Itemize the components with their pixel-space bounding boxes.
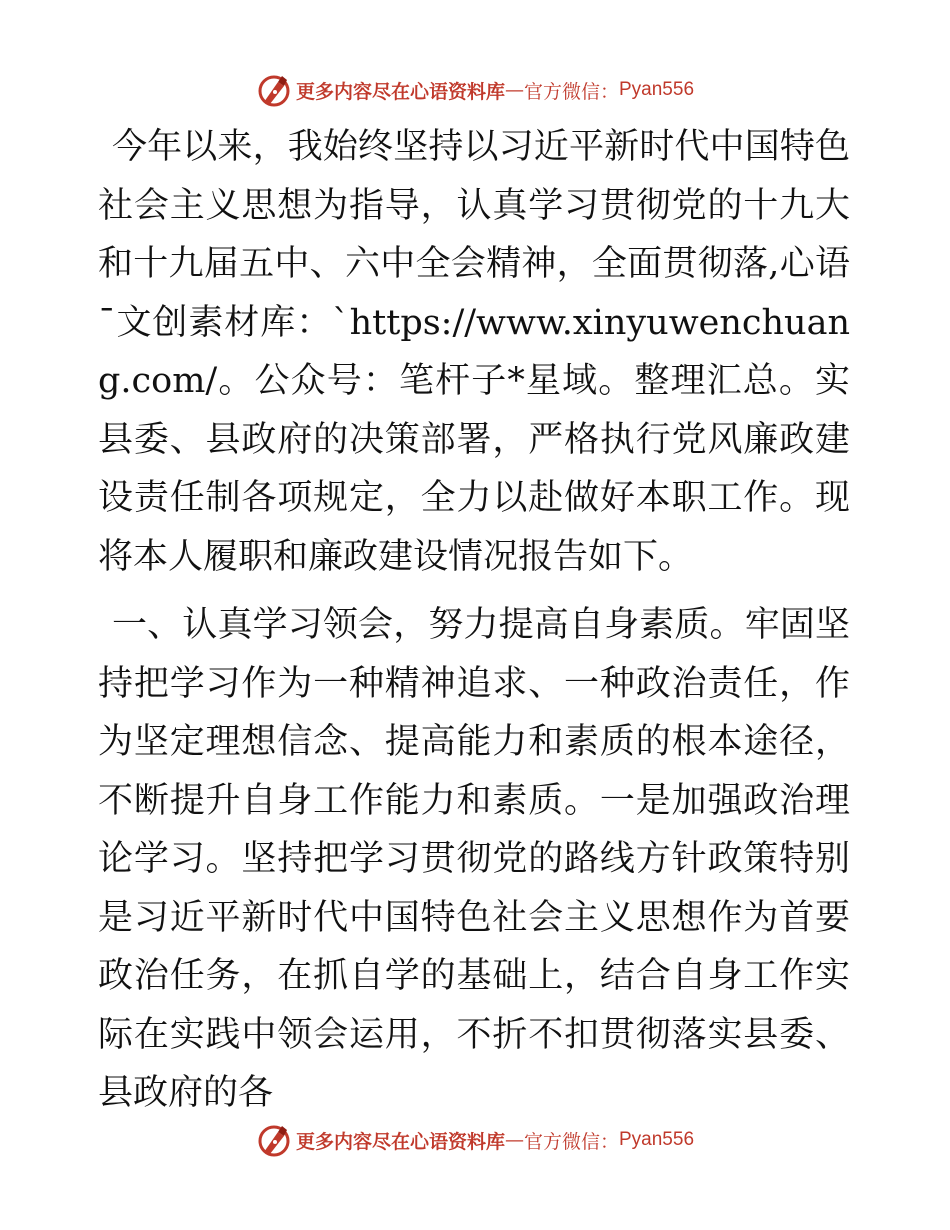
- body-paragraph-2: 一、认真学习领会，努力提高自身素质。牢固坚持把学习作为一种精神追求、一种政治责任，作为坚定理想信念、提高能力和素质的根本途径，不断提升自身工作能力和素质。一是加强政治理论学习。坚持把学习贯彻党的路线方针政策特别是习近平新时代中国特色社会主义思想作为首要政治任务，在抓自学的基础上，结合自身工作实际在实践中领会运用，不折不扣贯彻落实县委、县政府的各: [98, 605, 850, 1113]
- footer-banner-dash: —: [504, 1129, 524, 1151]
- header-banner-wechat-id: Pyan556: [619, 79, 695, 100]
- header-banner-wechat-label: 官方微信：: [523, 80, 619, 103]
- header-banner-text: 更多内容尽在心语资料库: [295, 80, 505, 103]
- footer-banner-wechat-label: 官方微信：: [523, 1130, 619, 1153]
- document-body: [98, 118, 850, 1123]
- header-banner: [0, 70, 950, 110]
- body-paragraph-1: 今年以来，我始终坚持以习近平新时代中国特色社会主义思想为指导，认真学习贯彻党的十九大和十九届五中、六中全会精神，全面贯彻落,心语¯文创素材库：`https://www.xinyuwenchuang.com/。公众号：笔杆子*星域。整理汇总。实县委、县政府的决策部署，严格执行党风廉政建设责任制各项规定，全力以赴做好本职工作。现将本人履职和廉政建设情况报告如下。: [98, 127, 850, 577]
- footer-banner-wechat-id: Pyan556: [619, 1129, 695, 1150]
- pen-nib-logo-icon: [256, 1122, 292, 1158]
- header-banner-dash: —: [504, 79, 524, 101]
- footer-banner-text: 更多内容尽在心语资料库: [295, 1130, 505, 1153]
- pen-nib-logo-icon: [256, 72, 292, 108]
- footer-banner: [0, 1120, 950, 1160]
